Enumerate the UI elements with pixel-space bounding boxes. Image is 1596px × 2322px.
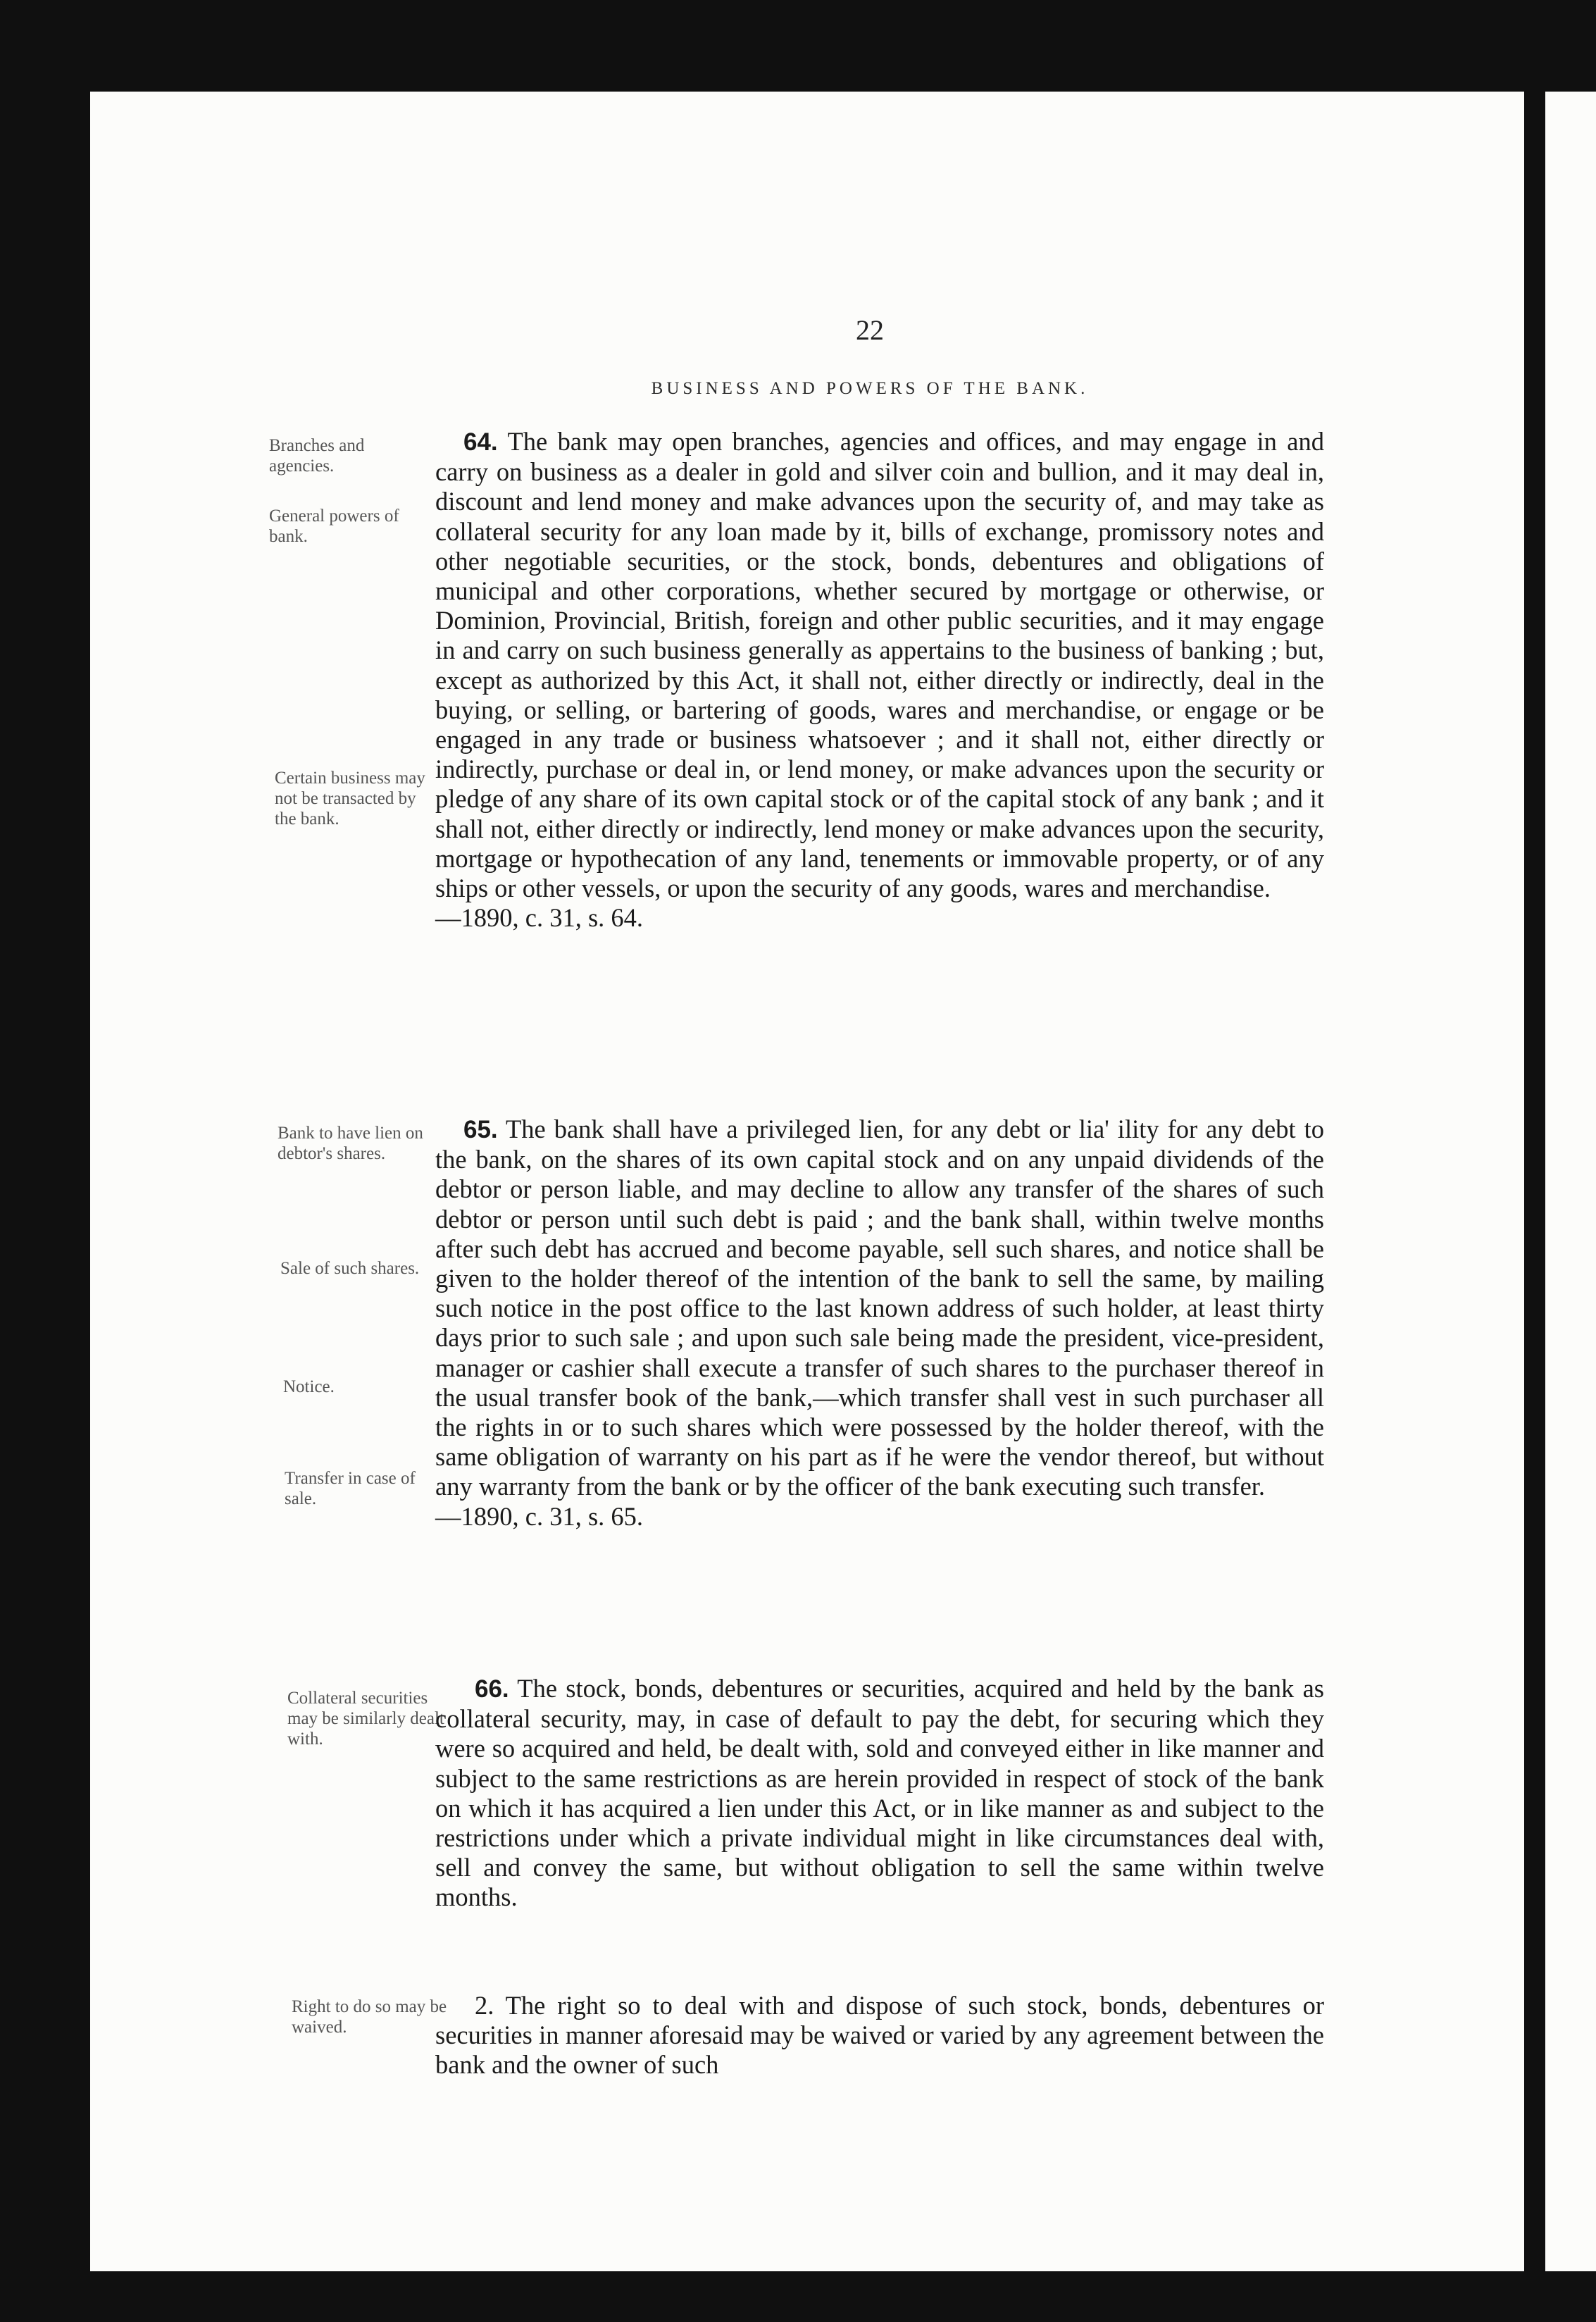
section-text: The stock, bonds, debentures or securities, acquired and held by the bank as collateral security, may, in case of default to pay the debt, for securing which they were so acquired and held, be dealt with, sold and conveyed either in like manner and subject to the same restrictions as are herein provided in respect of stock of the bank on which it has acquired a lien under this Act, or in like manner as and subject to the restrictions under which a private individual might in like circumstances deal with, sell and convey the same, but without obligation to sell the same within twelve months. xyxy=(435,1674,1324,1912)
page-number: 22 xyxy=(856,314,884,346)
running-head: BUSINESS AND POWERS OF THE BANK. xyxy=(651,379,1089,398)
adjacent-page-edge xyxy=(1545,92,1596,2271)
margin-note-certain-business: Certain business may not be transacted by the bank. xyxy=(275,769,425,828)
section-citation: —1890, c. 31, s. 65. xyxy=(435,1501,644,1531)
margin-note-notice: Notice. xyxy=(283,1377,335,1396)
section-text: The bank may open branches, agencies and offices, and may engage in and carry on business as a dealer in gold and silver coin and bullion, and it may deal in, discount and lend money and make advances upon the security of, and may take as collateral security for any loan made by it, bills of exchange, promissory notes and other negotiable securities, or the stock, bonds, debentures and obligations of municipal and other corporations, whether secured by mortgage or otherwise, or Dominion, Provincial, British, foreign and other public securities, and it may engage in and carry on such business generally as appertains to the business of banking ; but, except as authorized by this Act, it shall not, either directly or indirectly, deal in the buying, or selling, or bartering of goods, wares and merchandise, or engage or be engaged in any trade or business whatsoever ; and it shall not, either directly or indirectly, purchase or deal in, or lend money, or make advances upon the security or pledge of any share of its own capital stock or of the capital stock of any bank ; and it shall not, either directly or indirectly, lend money or make advances upon the security, mortgage or hypothecation of any land, tenements or immovable property, or of any ships or other vessels, or upon the security of any goods, wares and merchandise. xyxy=(435,427,1324,903)
section-text: The bank shall have a privileged lien, for any debt or lia' ility for any debt to the bank, on the shares of its own capital stock and on any unpaid dividends of the debtor or person liable, and may decline to allow any transfer of the shares of such debtor or person until such debt is paid ; and the bank shall, within twelve months after such debt has accrued and become payable, sell such shares, and notice shall be given to the holder thereof of the intention of the bank to sell the same, by mailing such notice in the post office to the last known address of such holder, at least thirty days prior to such sale ; and upon such sale being made the president, vice-president, manager or cashier shall execute a transfer of such shares to the purchaser thereof in the usual transfer book of the bank,—which transfer shall vest in such purchaser all the rights in or to such shares which were possessed by the holder thereof, with the same obligation of warranty on his part as if he were the vendor thereof, but without any warranty from the bank or by the officer of the bank executing such transfer. xyxy=(435,1115,1324,1501)
section-64 xyxy=(435,427,1324,933)
margin-note-bank-lien: Bank to have lien on debtor's shares. xyxy=(278,1124,423,1163)
section-65 xyxy=(435,1115,1324,1532)
margin-note-branches: Branches and agencies. xyxy=(269,436,365,476)
section-number: 64. xyxy=(463,428,498,456)
subsection-2 xyxy=(435,1991,1324,2080)
margin-note-transfer: Transfer in case of sale. xyxy=(285,1469,416,1508)
section-66 xyxy=(435,1674,1324,1913)
margin-note-sale-of-shares: Sale of such shares. xyxy=(280,1259,420,1278)
section-number: 65. xyxy=(463,1116,498,1143)
section-number: 66. xyxy=(475,1675,509,1703)
margin-note-right-waived: Right to do so may be waived. xyxy=(292,1997,447,2037)
section-citation: —1890, c. 31, s. 64. xyxy=(435,903,644,933)
margin-note-general-powers: General powers of bank. xyxy=(269,507,399,546)
subsection-text: The right so to deal with and dispose of such stock, bonds, debentures or securities in manner aforesaid may be waived or varied by any agreement between the bank and the owner of such xyxy=(435,1991,1325,2080)
subsection-number: 2. xyxy=(475,1991,494,2020)
margin-note-collateral: Collateral securities may be similarly dealt with. xyxy=(287,1689,444,1749)
